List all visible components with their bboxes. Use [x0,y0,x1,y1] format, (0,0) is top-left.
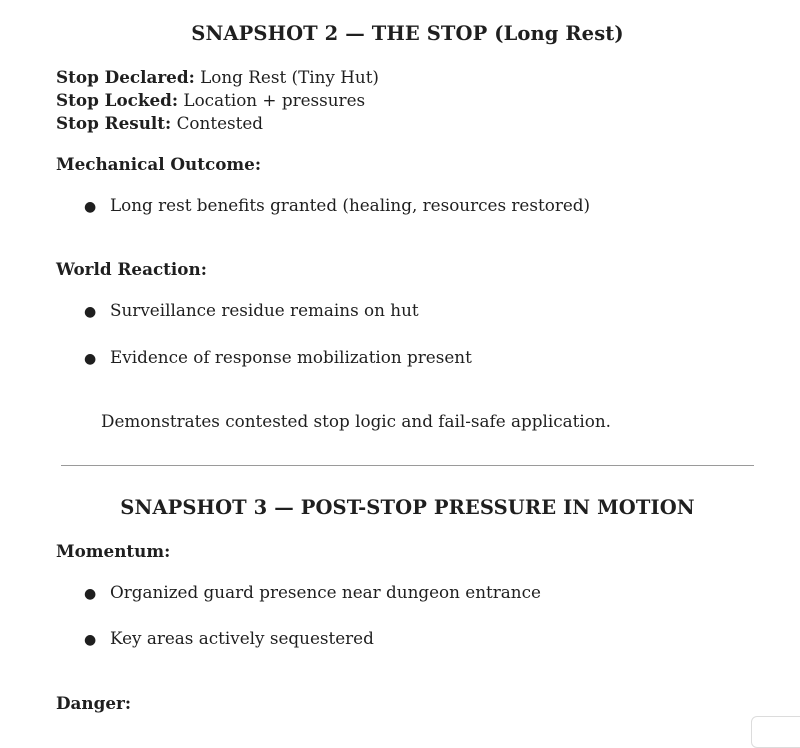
list-item [84,347,472,367]
stop-result-line [56,113,263,133]
mechanical-outcome-label: Mechanical Outcome: [56,154,262,174]
bullet-icon: ● [84,199,97,215]
list-item-text: Organized guard presence near dungeon entrance [110,582,541,602]
bullet-icon: ● [84,586,97,602]
snapshot-2-note: Demonstrates contested stop logic and fail-safe application. [101,411,611,431]
stop-locked-value: Location + pressures [178,90,366,110]
list-item-text: Key areas actively sequestered [110,628,374,648]
stop-locked-label: Stop Locked: [56,90,179,110]
stop-declared-value: Long Rest (Tiny Hut) [194,67,379,87]
danger-label: Danger: [56,693,132,713]
world-reaction-label: World Reaction: [56,259,207,279]
bullet-icon: ● [84,351,97,367]
stop-locked-line [56,90,365,110]
stop-declared-line [56,67,379,87]
floating-corner-widget[interactable] [751,716,800,748]
snapshot-3-heading: SNAPSHOT 3 — POST-STOP PRESSURE IN MOTION [120,496,695,519]
list-item-text: Surveillance residue remains on hut [110,300,419,320]
list-item [84,300,419,320]
stop-result-value: Contested [171,113,264,133]
bullet-icon: ● [84,304,97,320]
stop-declared-label: Stop Declared: [56,67,195,87]
momentum-label: Momentum: [56,541,171,561]
bullet-icon: ● [84,632,97,648]
stop-result-label: Stop Result: [56,113,172,133]
section-divider [61,465,754,466]
list-item-text: Long rest benefits granted (healing, resources restored) [110,195,591,215]
list-item [84,582,541,602]
list-item-text: Evidence of response mobilization present [110,347,472,367]
list-item [84,195,590,215]
snapshot-2-heading: SNAPSHOT 2 — THE STOP (Long Rest) [191,22,624,45]
list-item [84,628,374,648]
